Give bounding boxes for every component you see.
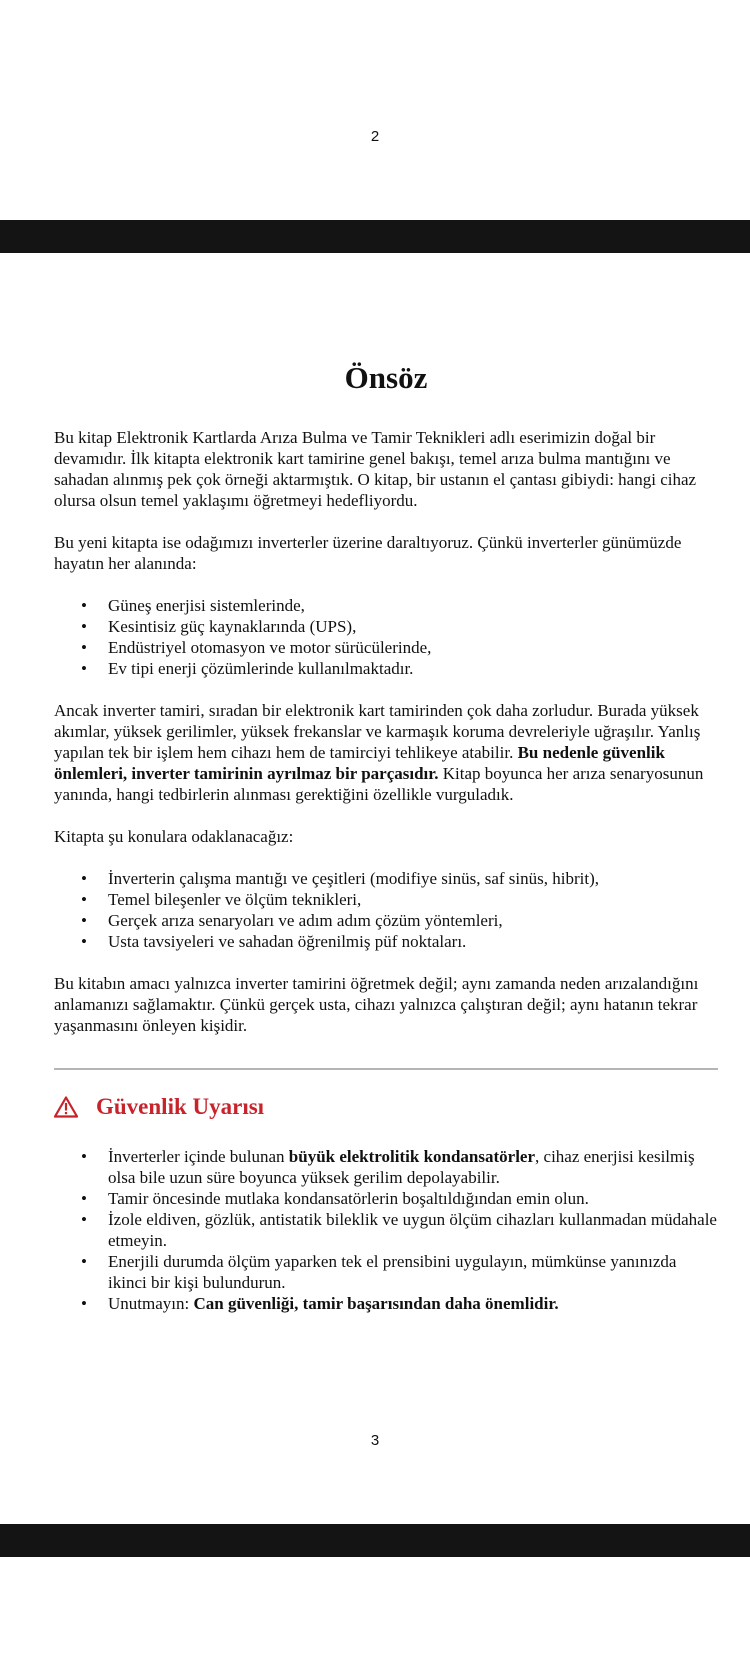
intro-paragraph: Bu kitap Elektronik Kartlarda Arıza Bulma ve Tamir Teknikleri adlı eserimizin doğal bir devamıdır. İlk kitapta elektronik kart tamirine genel bakışı, temel arıza bulma mantığını ve sahadan alınmış pek çok örneği aktarmıştık. O kitap, bir ustanın el çantası gibiydi: hangi cihaz olursa olsun temel yaklaşımı öğretmeyi hedefliyordu. xyxy=(54,428,697,510)
bullet-icon: • xyxy=(81,1210,87,1229)
bullet-icon: • xyxy=(81,890,87,909)
safety-heading-text: Güvenlik Uyarısı xyxy=(96,1094,265,1119)
list-item: • Gerçek arıza senaryoları ve adım adım çözüm yöntemleri, xyxy=(81,911,503,930)
list-item: • Kesintisiz güç kaynaklarında (UPS), xyxy=(81,617,357,636)
page-separator-bar xyxy=(0,1524,750,1557)
preface-page xyxy=(54,355,718,1314)
list-item: • İnverterin çalışma mantığı ve çeşitleri (modifiye sinüs, saf sinüs, hibrit), xyxy=(81,869,599,888)
list-item: • Tamir öncesinde mutlaka kondansatörlerin boşaltıldığından emin olun. xyxy=(81,1189,589,1208)
section-divider xyxy=(54,1068,718,1070)
list-item: • Usta tavsiyeleri ve sahadan öğrenilmiş püf noktaları. xyxy=(81,932,467,951)
bullet-icon: • xyxy=(81,659,87,678)
difficulty-paragraph: Ancak inverter tamiri, sıradan bir elektronik kart tamirinden çok daha zorludur. Burada yüksek akımlar, yüksek gerilimler, yüksek frekanslar ve karmaşık koruma devreleriyle uğraşılır. Yanlış yapılan tek bir işlem hem cihazı hem de tamirciyi tehlikeye atabilir. Bu nedenle güvenlik önlemleri, inverter tamirinin ayrılmaz bir parçasıdır. Kitap boyunca her arıza senaryosunun yanında, hangi tedbirlerin alınması gerektiğini özellikle vurguladık. xyxy=(54,701,704,804)
bullet-icon: • xyxy=(81,1294,87,1313)
list-item: • Ev tipi enerji çözümlerinde kullanılmaktadır. xyxy=(81,659,414,678)
list-item: • Enerjili durumda ölçüm yaparken tek el prensibini uygulayın, mümkünse yanınızda ikinci bir kişi bulundurun. xyxy=(81,1252,677,1292)
list-item: • Temel bileşenler ve ölçüm teknikleri, xyxy=(81,890,362,909)
bullet-icon: • xyxy=(81,869,87,888)
usage-list xyxy=(54,595,718,679)
bullet-icon: • xyxy=(81,932,87,951)
bullet-icon: • xyxy=(81,1189,87,1208)
list-item: • İnverterler içinde bulunan büyük elektrolitik kondansatörler, cihaz enerjisi kesilmiş olsa bile uzun süre boyunca yüksek gerilim depolayabilir. xyxy=(81,1147,695,1187)
list-item: • Unutmayın: Can güvenliği, tamir başarısından daha önemlidir. xyxy=(81,1294,559,1313)
safety-list xyxy=(54,1146,718,1314)
bullet-icon: • xyxy=(81,596,87,615)
bottom-page-number: 3 xyxy=(370,1432,380,1449)
page-title: Önsöz xyxy=(344,360,428,395)
warning-triangle-icon xyxy=(54,1096,78,1118)
bullet-icon: • xyxy=(81,1252,87,1271)
page-separator-bar xyxy=(0,220,750,253)
list-item: • Endüstriyel otomasyon ve motor sürücülerinde, xyxy=(81,638,432,657)
inverter-paragraph: Bu yeni kitapta ise odağımızı inverterler üzerine daraltıyoruz. Çünkü inverterler günümüzde hayatın her alanında: xyxy=(54,533,682,573)
bullet-icon: • xyxy=(81,1147,87,1166)
topics-intro: Kitapta şu konulara odaklanacağız: xyxy=(54,827,294,846)
bullet-icon: • xyxy=(81,638,87,657)
bullet-icon: • xyxy=(81,617,87,636)
purpose-paragraph: Bu kitabın amacı yalnızca inverter tamirini öğretmek değil; aynı zamanda neden arızalandığını anlamanızı sağlamaktır. Çünkü gerçek usta, cihazı yalnızca çalıştıran değil; aynı hatanın tekrar yaşanmasını önleyen kişidir. xyxy=(54,974,699,1035)
emphasis-text: Bu nedenle güvenlik önlemleri, inverter tamirinin ayrılmaz bir parçasıdır. xyxy=(54,743,665,783)
safety-heading xyxy=(54,1094,718,1120)
list-item: • Güneş enerjisi sistemlerinde, xyxy=(81,596,305,615)
bullet-icon: • xyxy=(81,911,87,930)
top-page-number: 2 xyxy=(370,128,380,145)
list-item: • İzole eldiven, gözlük, antistatik bileklik ve uygun ölçüm cihazları kullanmadan müdahale etmeyin. xyxy=(81,1210,717,1250)
topics-list xyxy=(54,868,718,952)
